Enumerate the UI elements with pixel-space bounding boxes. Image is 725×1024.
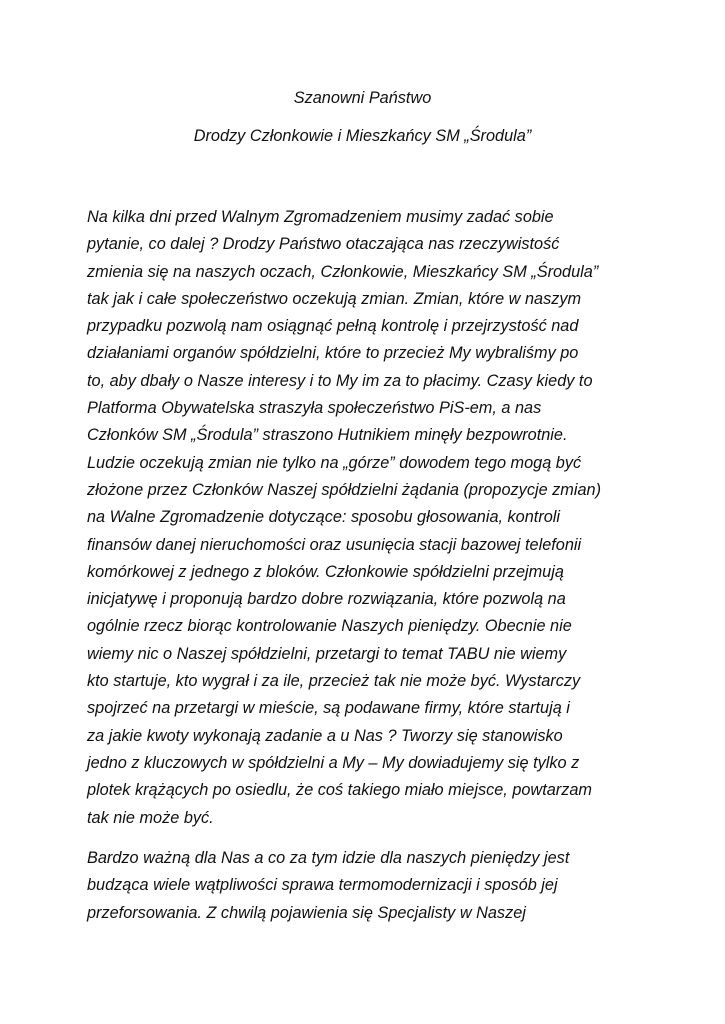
paragraph-1-line: inicjatywę i proponują bardzo dobre rozwiązania, które pozwolą na <box>87 590 566 609</box>
paragraph-1-line: Ludzie oczekują zmian nie tylko na „górze” dowodem tego mogą być <box>87 453 582 472</box>
paragraph-1-line: wiemy nic o Naszej spółdzielni, przetargi to temat TABU nie wiemy <box>87 644 567 663</box>
paragraph-2-line: przeforsowania. Z chwilą pojawienia się Specjalisty w Naszej <box>87 903 526 922</box>
salutation-line-2: Drodzy Członkowie i Mieszkańcy SM „Środula” <box>193 127 532 145</box>
paragraph-1-line: finansów danej nieruchomości oraz usunięcia stacji bazowej telefonii <box>87 535 582 554</box>
paragraph-1-line: to, aby dbały o Nasze interesy i to My im za to płacimy. Czasy kiedy to <box>87 371 593 390</box>
paragraph-1-line: Platforma Obywatelska straszyła społeczeństwo PiS-em, a nas <box>87 399 542 418</box>
paragraph-2-line: budząca wiele wątpliwości sprawa termomodernizacji i sposób jej <box>87 876 558 895</box>
paragraph-1-line: tak jak i całe społeczeństwo oczekują zmian. Zmian, które w naszym <box>87 289 582 308</box>
paragraph-1-line: plotek krążących po osiedlu, że coś takiego miało miejsce, powtarzam <box>87 781 592 800</box>
paragraph-2-line: Bardzo ważną dla Nas a co za tym idzie dla naszych pieniędzy jest <box>87 849 570 867</box>
paragraph-1-line: kto startuje, kto wygrał i za ile, przecież tak nie może być. Wystarczy <box>87 672 581 691</box>
paragraph-1-line: za jakie kwoty wykonają zadanie a u Nas ? Tworzy się stanowisko <box>87 726 563 745</box>
paragraph-1-line: przypadku pozwolą nam osiągnąć pełną kontrolę i przejrzystość nad <box>87 317 579 336</box>
paragraph-1-line: złożone przez Członków Naszej spółdzielni żądania (propozycje zmian) <box>87 480 602 499</box>
paragraph-1-line: działaniami organów spółdzielni, które to przecież My wybraliśmy po <box>87 344 579 363</box>
paragraph-1-line: komórkowej z jednego z bloków. Członkowie spółdzielni przejmują <box>87 562 564 581</box>
salutation-line-1: Szanowni Państwo <box>293 89 432 107</box>
paragraph-1-line: ogólnie rzecz biorąc kontrolowanie Naszych pieniędzy. Obecnie nie <box>87 617 572 636</box>
paragraph-1-line: Na kilka dni przed Walnym Zgromadzeniem musimy zadać sobie <box>87 208 554 226</box>
paragraph-1-line: na Walne Zgromadzenie dotyczące: sposobu głosowania, kontroli <box>87 508 561 527</box>
paragraph-1-line: zmienia się na naszych oczach, Członkowie, Mieszkańcy SM „Środula” <box>87 262 599 281</box>
paragraph-2 <box>87 845 687 927</box>
paragraph-1-line: pytanie, co dalej ? Drodzy Państwo otaczająca nas rzeczywistość <box>87 235 560 254</box>
paragraph-1 <box>87 204 687 832</box>
paragraph-1-line: spojrzeć na przetargi w mieście, są podawane firmy, które startują i <box>87 699 570 718</box>
paragraph-1-line: tak nie może być. <box>87 808 214 827</box>
paragraph-1-line: Członków SM „Środula” straszono Hutnikiem minęły bezpowrotnie. <box>87 426 568 445</box>
paragraph-1-line: jedno z kluczowych w spółdzielni a My – My dowiadujemy się tylko z <box>87 753 580 772</box>
